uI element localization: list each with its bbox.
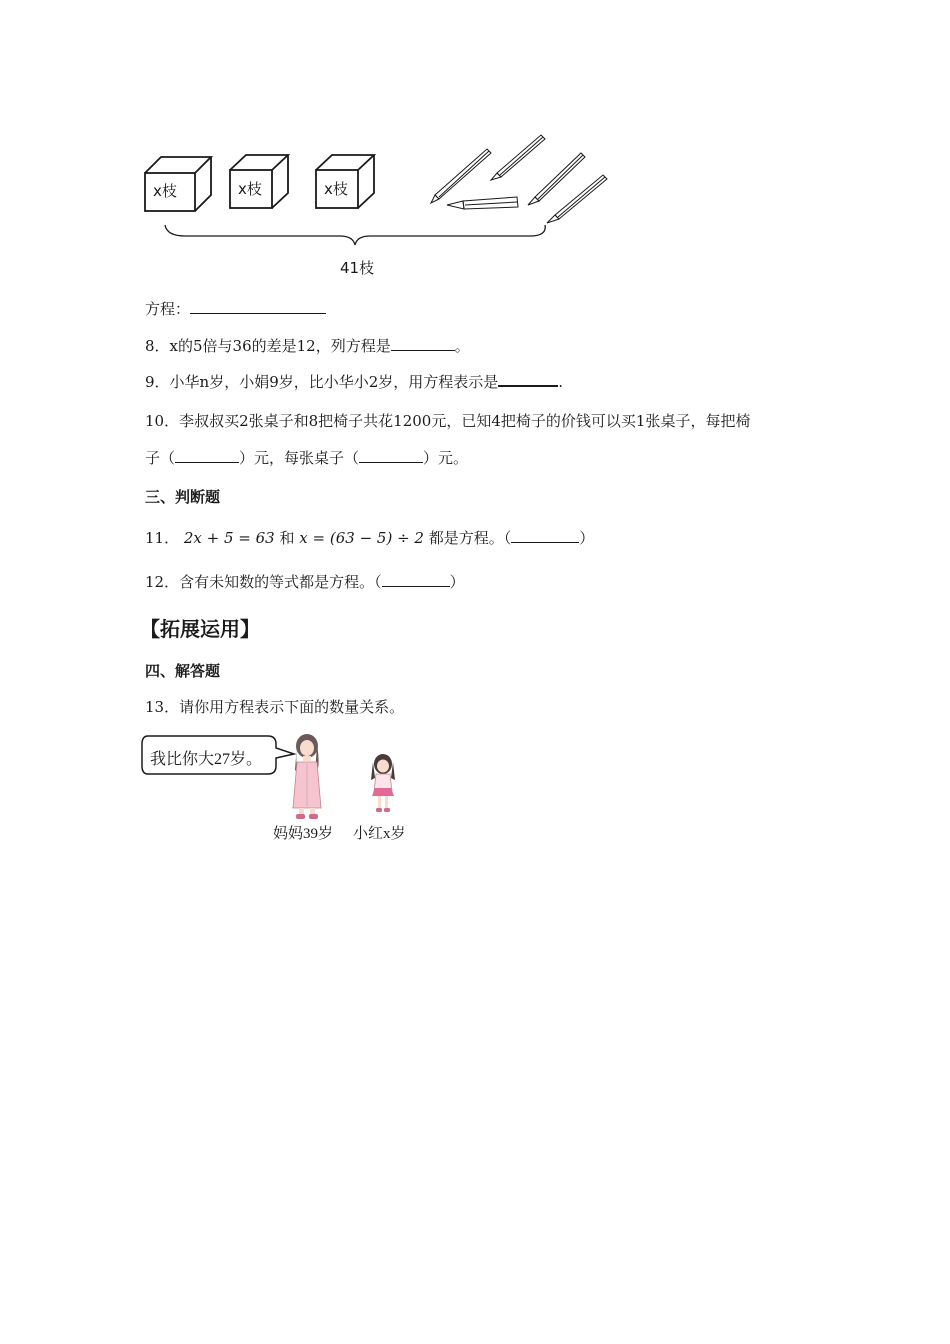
q7-equation-line — [145, 298, 326, 320]
mother-caption: 妈妈39岁 — [273, 826, 334, 842]
question-11: 11． 2x + 5 = 63 和 x = (63 − 5) ÷ 2 都是方程。（ ） — [145, 529, 595, 547]
q12-answer-blank[interactable] — [382, 572, 450, 587]
box-label-1: x枝 — [153, 182, 177, 200]
box-label-2: x枝 — [238, 180, 262, 198]
pencil-icon — [447, 197, 518, 209]
q7-prefix: 方程： — [145, 300, 191, 318]
boxes-pencils-figure — [135, 125, 615, 285]
pencil-icon — [431, 149, 491, 203]
girl-caption: 小红x岁 — [353, 826, 406, 842]
box-label-3: x枝 — [324, 180, 348, 198]
pencils — [431, 135, 607, 223]
q11-equation-2: x = (63 − 5) ÷ 2 — [299, 529, 424, 547]
question-13: 13．请你用方程表示下面的数量关系。 — [145, 698, 405, 716]
mother-illustration — [285, 730, 335, 822]
section-3-title: 三、判断题 — [145, 488, 221, 506]
pencil-icon — [547, 175, 607, 223]
question-12: 12．含有未知数的等式都是方程。（ ） — [145, 573, 465, 591]
brace-label: 41枝 — [340, 259, 375, 277]
q11-answer-blank[interactable] — [511, 528, 579, 543]
extension-title: 【拓展运用】 — [140, 617, 260, 641]
q10-desk-price-blank[interactable] — [359, 448, 423, 463]
q8-text: 8．x的5倍与36的差是12，列方程是 — [145, 337, 391, 355]
brace — [165, 225, 545, 245]
q9-text: 9．小华n岁，小娟9岁，比小华小2岁，用方程表示是 — [145, 373, 499, 391]
question-10-line-1: 10．李叔叔买2张桌子和8把椅子共花1200元，已知4把椅子的价钱可以买1张桌子，每把椅 — [145, 412, 751, 430]
question-10-line-2: 子（ ）元，每张桌子（ ）元。 — [145, 449, 469, 467]
q9-answer-blank[interactable] — [498, 371, 558, 387]
q8-answer-blank[interactable] — [391, 336, 455, 351]
girl-illustration — [366, 752, 400, 816]
section-4-title: 四、解答题 — [145, 662, 221, 680]
question-8: 8．x的5倍与36的差是12，列方程是 。 — [145, 337, 470, 355]
pencil-icon — [491, 135, 545, 180]
q10-chair-price-blank[interactable] — [175, 448, 239, 463]
question-9: 9．小华n岁，小娟9岁，比小华小2岁，用方程表示是 . — [145, 373, 564, 391]
q7-answer-blank[interactable] — [190, 299, 326, 314]
speech-text: 我比你大27岁。 — [150, 751, 263, 768]
q11-equation-1: 2x + 5 = 63 — [183, 529, 275, 547]
